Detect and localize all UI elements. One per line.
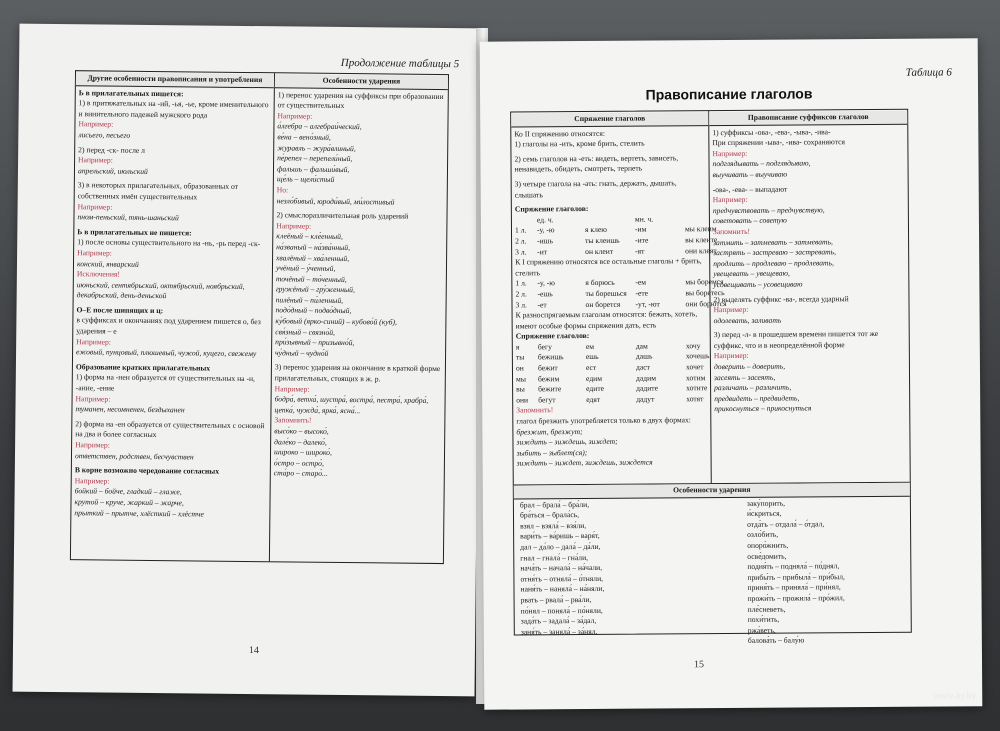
conj-first-cell: -ут, -ют xyxy=(635,298,660,309)
left-col2-line: учёный – у́ченный, xyxy=(275,263,336,274)
left-col2-line: Например: xyxy=(277,111,313,121)
conj-first-cell: ты борешься xyxy=(585,288,627,298)
left-col1-line: прыткий – прытче, хлёсткий – хлёстче xyxy=(74,507,204,519)
irregular-verbs-cell: хочет xyxy=(685,362,704,372)
right-col1-header: Спряжение глаголов xyxy=(511,112,708,127)
suffix-line: Запомнить! xyxy=(712,226,751,237)
left-col1-line: 1) форма на -нен образуется от существительных на -н, -ание, -ение xyxy=(75,372,256,393)
stress-item: наня́ть – наняла́ – на́няли, xyxy=(520,584,605,594)
left-col1-line: в суффиксах и окончаниях под ударением пишется о, без ударения – е xyxy=(76,315,261,336)
suffix-line: прикоснуться – прикоснуться xyxy=(714,403,812,414)
conj-first-cell: 2 л. xyxy=(515,289,527,299)
stress-item: озло́бить, xyxy=(747,530,779,540)
left-col2-line: ве́на – вено́зный, xyxy=(277,132,331,142)
irregular-verbs-cell: ем xyxy=(585,341,595,351)
conj-first-cell: -ем xyxy=(635,277,647,287)
page-number-left: 14 xyxy=(248,645,260,657)
left-col1-line: крутой – круче, жаркий – жарче, xyxy=(74,497,184,508)
stress-item: приня́ть – приняла́ – при́нял, xyxy=(747,582,841,593)
left-col1-line: Например: xyxy=(77,201,113,212)
left-col2-line: на́званый – на́зва́нный, xyxy=(276,242,351,252)
left-col1-line: О–Е после шипящих и ц: xyxy=(76,305,164,315)
irregular-verbs-cell: хочешь xyxy=(685,351,710,361)
left-col1-line: Например: xyxy=(78,155,113,165)
conjugation-outro-line: зиждить – зиждешь, зиждет; xyxy=(516,437,618,447)
suffix-line: Например: xyxy=(713,304,749,315)
left-col1-line: Ь в прилагательных пишется: xyxy=(78,87,184,98)
suffix-line: Например: xyxy=(713,351,749,361)
stress-item: ржа́веть, xyxy=(747,625,776,635)
suffix-line: При спряжении -ыва-, -ива- сохраняются xyxy=(712,137,846,148)
stress-item: рвать – рвала́ – рва́ли, xyxy=(520,594,592,605)
left-col1-line: июньский, сентябрьский, октябрьский, ноябрьский, декабрьский, день-деньской xyxy=(76,279,245,301)
conj-second-cell: мы клеим xyxy=(684,224,717,234)
left-col2-line: ку́бовый (ярко-синий) – кубово́й (куб), xyxy=(275,316,397,327)
conjugation-line: Спряжение глаголов: xyxy=(514,204,589,214)
stress-item: осве́домить, xyxy=(747,551,787,561)
conj-second-cell: -ишь xyxy=(537,236,554,246)
conj-second-cell: 2 л. xyxy=(515,236,527,246)
page-title: Правописание глаголов xyxy=(645,85,813,103)
suffix-line: доверить – доверить, xyxy=(713,361,786,372)
stress-section-header: Особенности ударения xyxy=(514,483,910,499)
conj-header-cell xyxy=(585,214,631,225)
left-col2-line: широко – широко́, xyxy=(273,447,332,458)
left-col1-line: 3) в некоторых прилагательных, образованных от собственных имён существительных xyxy=(77,180,239,202)
suffix-line: засеять – засеять, xyxy=(713,372,776,382)
irregular-verbs-cell: бежите xyxy=(538,384,562,394)
stress-item: заку́порить, xyxy=(746,498,786,508)
left-col2-line: ще́ль – щели́стый xyxy=(276,174,335,185)
continuation-header: Продолжение таблицы 5 xyxy=(340,56,460,71)
page-number-right: 15 xyxy=(693,659,705,671)
conj-second-cell: он клеит xyxy=(585,246,614,256)
suffix-line: различать – различить, xyxy=(714,382,792,393)
left-col1-header: Другие особенности правописания и употребления xyxy=(76,72,274,88)
stress-item: брал – брала́ – бра́ли, xyxy=(519,499,590,510)
irregular-verbs-cell: бежит xyxy=(537,363,558,373)
irregular-verbs-cell: едят xyxy=(586,394,601,404)
left-col1-line: ежовый, пунцовый, плюшевый, чужой, куцего, свежему xyxy=(76,347,257,359)
irregular-verbs-cell: бежишь xyxy=(537,352,564,362)
suffix-line: затмить – затмевать – затмевать, xyxy=(713,236,833,247)
left-col2-line: ста́ро – старо́... xyxy=(273,468,328,479)
conj-first-cell: он борется xyxy=(585,299,621,309)
left-col1-line: апрельский, июльский xyxy=(77,165,148,176)
left-col2-line: высо́ко – высоко́, xyxy=(274,426,329,436)
left-col2-line: фальшь – фальши́вый, xyxy=(276,164,350,174)
irregular-verbs-cell: он xyxy=(515,363,524,373)
suffix-line: 1) суффиксы -ова-, -ева-, -ыва-, -ива- xyxy=(712,126,831,137)
irregular-verbs-cell: даст xyxy=(635,362,650,372)
stress-item: по́нял – поняла́ – по́няли, xyxy=(520,605,603,616)
stress-item: балова́ть – балу́ю xyxy=(747,635,805,646)
irregular-verbs-cell: дадим xyxy=(635,373,657,383)
conj-header-cell: ед. ч. xyxy=(536,214,554,225)
stress-item: опоро́жнить, xyxy=(747,540,789,550)
suffix-line: увещевать – увещеваю, xyxy=(713,268,790,279)
left-col1-line: туманен, несомненен, бездыханен xyxy=(75,404,185,415)
stress-column-left xyxy=(520,499,678,648)
left-col2-line: 3) перенос ударения на окончание в краткой форме прилагательных, стоящих в ж. р. xyxy=(274,362,441,384)
stress-item: подня́ть – подняла́ – по́днял, xyxy=(747,561,840,572)
irregular-verbs-text: К разноспрягаемым глаголам относятся: бежать, хотеть, имеют особые формы спряжения дать, есть xyxy=(515,309,698,331)
left-col2-line: чу́дный – чудно́й xyxy=(275,348,329,358)
conjugation-line: 3) четыре глагола на -ать: гнать, держать, дышать, слышать xyxy=(514,178,677,200)
irregular-verbs-cell: я xyxy=(515,342,520,352)
irregular-verbs-cell: бегу xyxy=(537,342,552,352)
left-col2-line: бодра́, ветха́, шустра́, востра́, пестра́, храбра́, цепка́, чужда́, ярка́, ясна́... xyxy=(274,394,429,416)
conj-second-cell: они клеят xyxy=(685,245,717,255)
stress-item: вари́ть – ва́ришь – варя́т, xyxy=(520,531,600,541)
left-col2-line: Например: xyxy=(276,221,312,231)
left-col1-line: Исключения! xyxy=(76,269,121,279)
left-col2-header: Особенности ударения xyxy=(275,74,448,89)
stress-item: взял – взяла́ – взя́ли, xyxy=(520,520,587,531)
left-col2-line: 2) смыслоразличительная роль ударений xyxy=(276,210,409,221)
left-col1-line: Например: xyxy=(74,475,110,486)
left-col2-line: подо́дный – подво́дный, xyxy=(275,305,352,316)
conj-second-cell: вы клеите xyxy=(685,235,718,245)
conj-first-cell: -ет xyxy=(537,299,547,309)
suffix-line: 3) перед -л- в прошедшем времени пишется тот же суффикс, что и в неопределённой форме xyxy=(713,329,879,350)
conjugation-line: 1) глаголы на -ить, кроме брить, стелить xyxy=(514,138,645,149)
left-col2-line: пе́репел – перепели́ный, xyxy=(277,153,353,164)
left-col1-line: 2) форма на -ен образуется от существительных с основой на два и более согласных xyxy=(75,419,265,440)
left-col1-line: Образование кратких прилагательных xyxy=(75,362,211,373)
conj-first-cell: они борются xyxy=(685,298,727,308)
conjugation-line: 2) семь глаголов на -еть: видеть, вертеть, зависеть, ненавидеть, обидеть, смотреть, терпеть xyxy=(514,153,679,174)
irregular-verbs-heading: Спряжение глаголов: xyxy=(515,331,590,341)
stress-item: заня́ть – заняла́ – за́нял, xyxy=(520,626,598,637)
right-col1-body xyxy=(514,128,727,470)
left-col2-line: Например: xyxy=(274,383,310,394)
conj-second xyxy=(514,224,718,258)
right-col-conjugation xyxy=(511,111,727,484)
watermark-text: www.ay.by xyxy=(933,690,977,701)
conj-second-cell: 3 л. xyxy=(515,246,527,257)
left-col1-line: Например: xyxy=(75,440,110,450)
left-col2-line: хвалёный – хва́ленный, xyxy=(276,252,350,263)
stress-item: прожи́ть – прожила́ – про́жил, xyxy=(747,593,845,603)
conjugation-outro-line: брезжит, брезжут; xyxy=(516,426,583,437)
conj-second-cell: -ите xyxy=(635,235,649,245)
right-col-suffixes xyxy=(709,110,910,483)
suffix-line: застрять – застреваю – застревать, xyxy=(713,247,836,258)
irregular-verbs-cell: хотим xyxy=(685,372,706,382)
left-col2-line: Запомнить! xyxy=(274,415,312,426)
right-col2-body xyxy=(712,126,906,415)
stress-item: пле́сневеть, xyxy=(747,604,786,614)
left-col2-line: Но: xyxy=(276,185,289,195)
stress-item: прибы́ть – прибыла́ – при́был, xyxy=(747,571,845,582)
conj-header-cell xyxy=(515,215,533,226)
suffix-line: Например: xyxy=(712,148,748,158)
right-table xyxy=(510,109,912,646)
conj-second-cell: -у, -ю xyxy=(536,225,555,235)
irregular-verbs-cell: они xyxy=(516,395,529,405)
left-col1-line: Например: xyxy=(77,248,112,258)
conj-second-cell: 1 л. xyxy=(514,225,527,235)
suffix-line: выучивать – выучиваю xyxy=(712,169,788,180)
left-col1-line: В корне возможно чередование согласных xyxy=(74,465,220,476)
conj-first-cell: вы боретесь xyxy=(685,287,725,298)
left-col2-body xyxy=(274,90,445,481)
left-col2-line: клеёный – кле́енный, xyxy=(276,231,343,242)
stress-columns xyxy=(514,496,911,649)
left-col2-line: точёный – то́ченный, xyxy=(275,273,347,284)
conj-first xyxy=(515,277,727,310)
left-page xyxy=(13,24,482,697)
left-col1-line: пном-пеньский, тянь-шаньский xyxy=(77,212,179,223)
suffix-line: усовещивать – усовещиваю xyxy=(713,279,803,290)
conj-first-cell: 3 л. xyxy=(515,299,527,310)
conj-second-cell: -им xyxy=(634,224,647,235)
suffix-line: -ова-, -ева- – выпадают xyxy=(712,184,788,194)
conj-first-cell: -ешь xyxy=(537,289,553,299)
stress-item: нача́ть – начала́ – на́чали, xyxy=(520,563,603,573)
left-col1-line: Ь в прилагательных не пишется: xyxy=(77,226,192,238)
stress-item: бра́ться – брала́сь, xyxy=(519,510,580,520)
suffix-line: одолевать, заливать xyxy=(713,315,782,325)
suffix-line: подглядывать – подглядываю, xyxy=(712,158,811,169)
conj-first-cell: -у, -ю xyxy=(537,278,555,288)
conj-second-cell: -ит xyxy=(537,246,548,256)
left-col2-line: свя́зный – связно́й, xyxy=(275,326,336,337)
stress-column-right xyxy=(687,497,905,647)
irregular-verbs-cell: ест xyxy=(585,363,597,373)
left-col1-line: Например: xyxy=(78,119,114,129)
left-col1-line: лисьего, песьего xyxy=(78,130,131,140)
left-col-other xyxy=(71,71,275,561)
left-col2-line: незло́бивый, юроди́вый, ми́лостивый xyxy=(276,195,395,207)
irregular-verbs-cell: дадут xyxy=(636,394,655,404)
table-label: Таблица 6 xyxy=(905,66,952,79)
left-col2-line: пилёный – пи́ленный, xyxy=(275,295,344,305)
suffix-line: предчувствовать – предчувствую, xyxy=(712,205,825,215)
left-col2-line: о́стро – остро́, xyxy=(273,458,324,468)
left-col1-line: Например: xyxy=(75,393,111,404)
left-col1-line: Например: xyxy=(76,336,111,347)
left-col1-body xyxy=(74,88,270,521)
left-col2-line: 1) перенос ударения на суффиксы при образовании от существительных xyxy=(277,89,444,111)
conj-header-cell: мн. ч. xyxy=(634,214,654,224)
left-col2-line: гружёный – гру́женный, xyxy=(275,284,355,295)
irregular-verbs-cell: ешь xyxy=(585,352,599,362)
left-col2-line: журавль – жура́влиный, xyxy=(277,142,356,153)
irregular-verbs-cell: едим xyxy=(585,373,603,383)
stress-section xyxy=(514,482,911,646)
left-col2-line: при́зывный – призывно́й, xyxy=(275,337,355,348)
left-col1-line: конский, январский xyxy=(76,258,139,269)
conjugation-line: Ко II спряжению относятся: xyxy=(514,128,605,139)
conj-first-cell: 1 л. xyxy=(515,278,527,288)
conjugation-outro-line: зиждить – зиждет, зиждешь, зиждется xyxy=(516,457,653,468)
stress-item: похи́тить, xyxy=(747,614,780,625)
right-col2-header: Правописание суффиксов глаголов xyxy=(709,111,907,126)
left-col2-line: а́лгебра – алгебраи́ческий, xyxy=(277,121,362,132)
conj-first-intro: К I спряжению относятся все остальные глаголы + брить, стелить xyxy=(515,256,702,278)
stress-item: отда́ть – отдала́ – о́тдал, xyxy=(747,519,825,529)
stress-item: дал – да́ло – дала́ – да́ли, xyxy=(520,541,601,552)
irregular-verbs-cell: дадите xyxy=(636,383,658,393)
conjugation-outro-line: глагол брезжить употребляется только в двух формах: xyxy=(516,415,691,426)
left-col1-line: 1) в притяжательных на -ий, -ья, -ье, кроме именительного и винительного падежей мужского рода xyxy=(78,98,269,120)
left-table xyxy=(70,70,449,564)
left-col2-line: дале́ко – далеко́, xyxy=(274,436,327,447)
irregular-verbs-cell: бегут xyxy=(538,395,556,405)
left-col1-line: ответствен, родствен, бесчувствен xyxy=(74,450,194,462)
irregular-verbs-cell: мы xyxy=(515,374,526,384)
irregular-verbs-cell: ты xyxy=(515,352,525,362)
stress-item: зада́ть – задала́ – за́дал, xyxy=(520,616,597,626)
conj-first-cell: -ете xyxy=(635,288,649,298)
conj-first-cell: я борюсь xyxy=(585,278,615,288)
stress-item: отня́ть – отняла́ – о́тняли, xyxy=(520,573,604,584)
irregular-verbs-cell: хочу xyxy=(685,341,701,351)
irregular-verbs-cell: хотят xyxy=(686,394,704,404)
conjugation-outro-line: Запомнить! xyxy=(516,405,554,415)
conj-second-cell: я клею xyxy=(584,225,607,235)
conjugation-outro-line: зыбить – зыблет(ся); xyxy=(516,447,588,458)
conj-second-cell: -ят xyxy=(635,246,645,256)
left-col1-line: 2) перед -ск- после л xyxy=(78,144,146,155)
irregular-verbs-cell: дашь xyxy=(635,352,653,362)
suffix-line: 2) выделять суффикс -ва-, всегда ударный xyxy=(713,293,849,304)
suffix-line: продлить – продлеваю – продлевать, xyxy=(713,257,834,268)
irregular-verbs-cell: бежим xyxy=(537,373,560,384)
irregular-verbs-cell: вы xyxy=(516,384,525,394)
suffix-line: советовать – советую xyxy=(712,215,787,226)
suffix-line: Например: xyxy=(712,195,748,205)
irregular-verbs-cell: едите xyxy=(586,384,605,394)
left-col1-line: бойкий – бойче, гладкий – глаже, xyxy=(74,486,182,497)
left-col-stress xyxy=(270,73,448,563)
stress-item: гнал – гнала́ – гна́ли, xyxy=(520,552,589,563)
right-page xyxy=(480,38,983,709)
irregular-verbs xyxy=(515,341,710,406)
suffix-line: предвидеть – предвидеть, xyxy=(714,393,800,403)
left-col1-line: 1) после основы существительного на -нь, -рь перед -ск- xyxy=(77,237,261,249)
stress-item: и́скриться, xyxy=(746,508,782,519)
conj-second-cell: ты клеишь xyxy=(585,235,620,245)
conj-first-cell: мы боремся xyxy=(685,277,724,287)
irregular-verbs-cell: хотите xyxy=(686,383,708,393)
irregular-verbs-cell: дам xyxy=(635,341,648,351)
